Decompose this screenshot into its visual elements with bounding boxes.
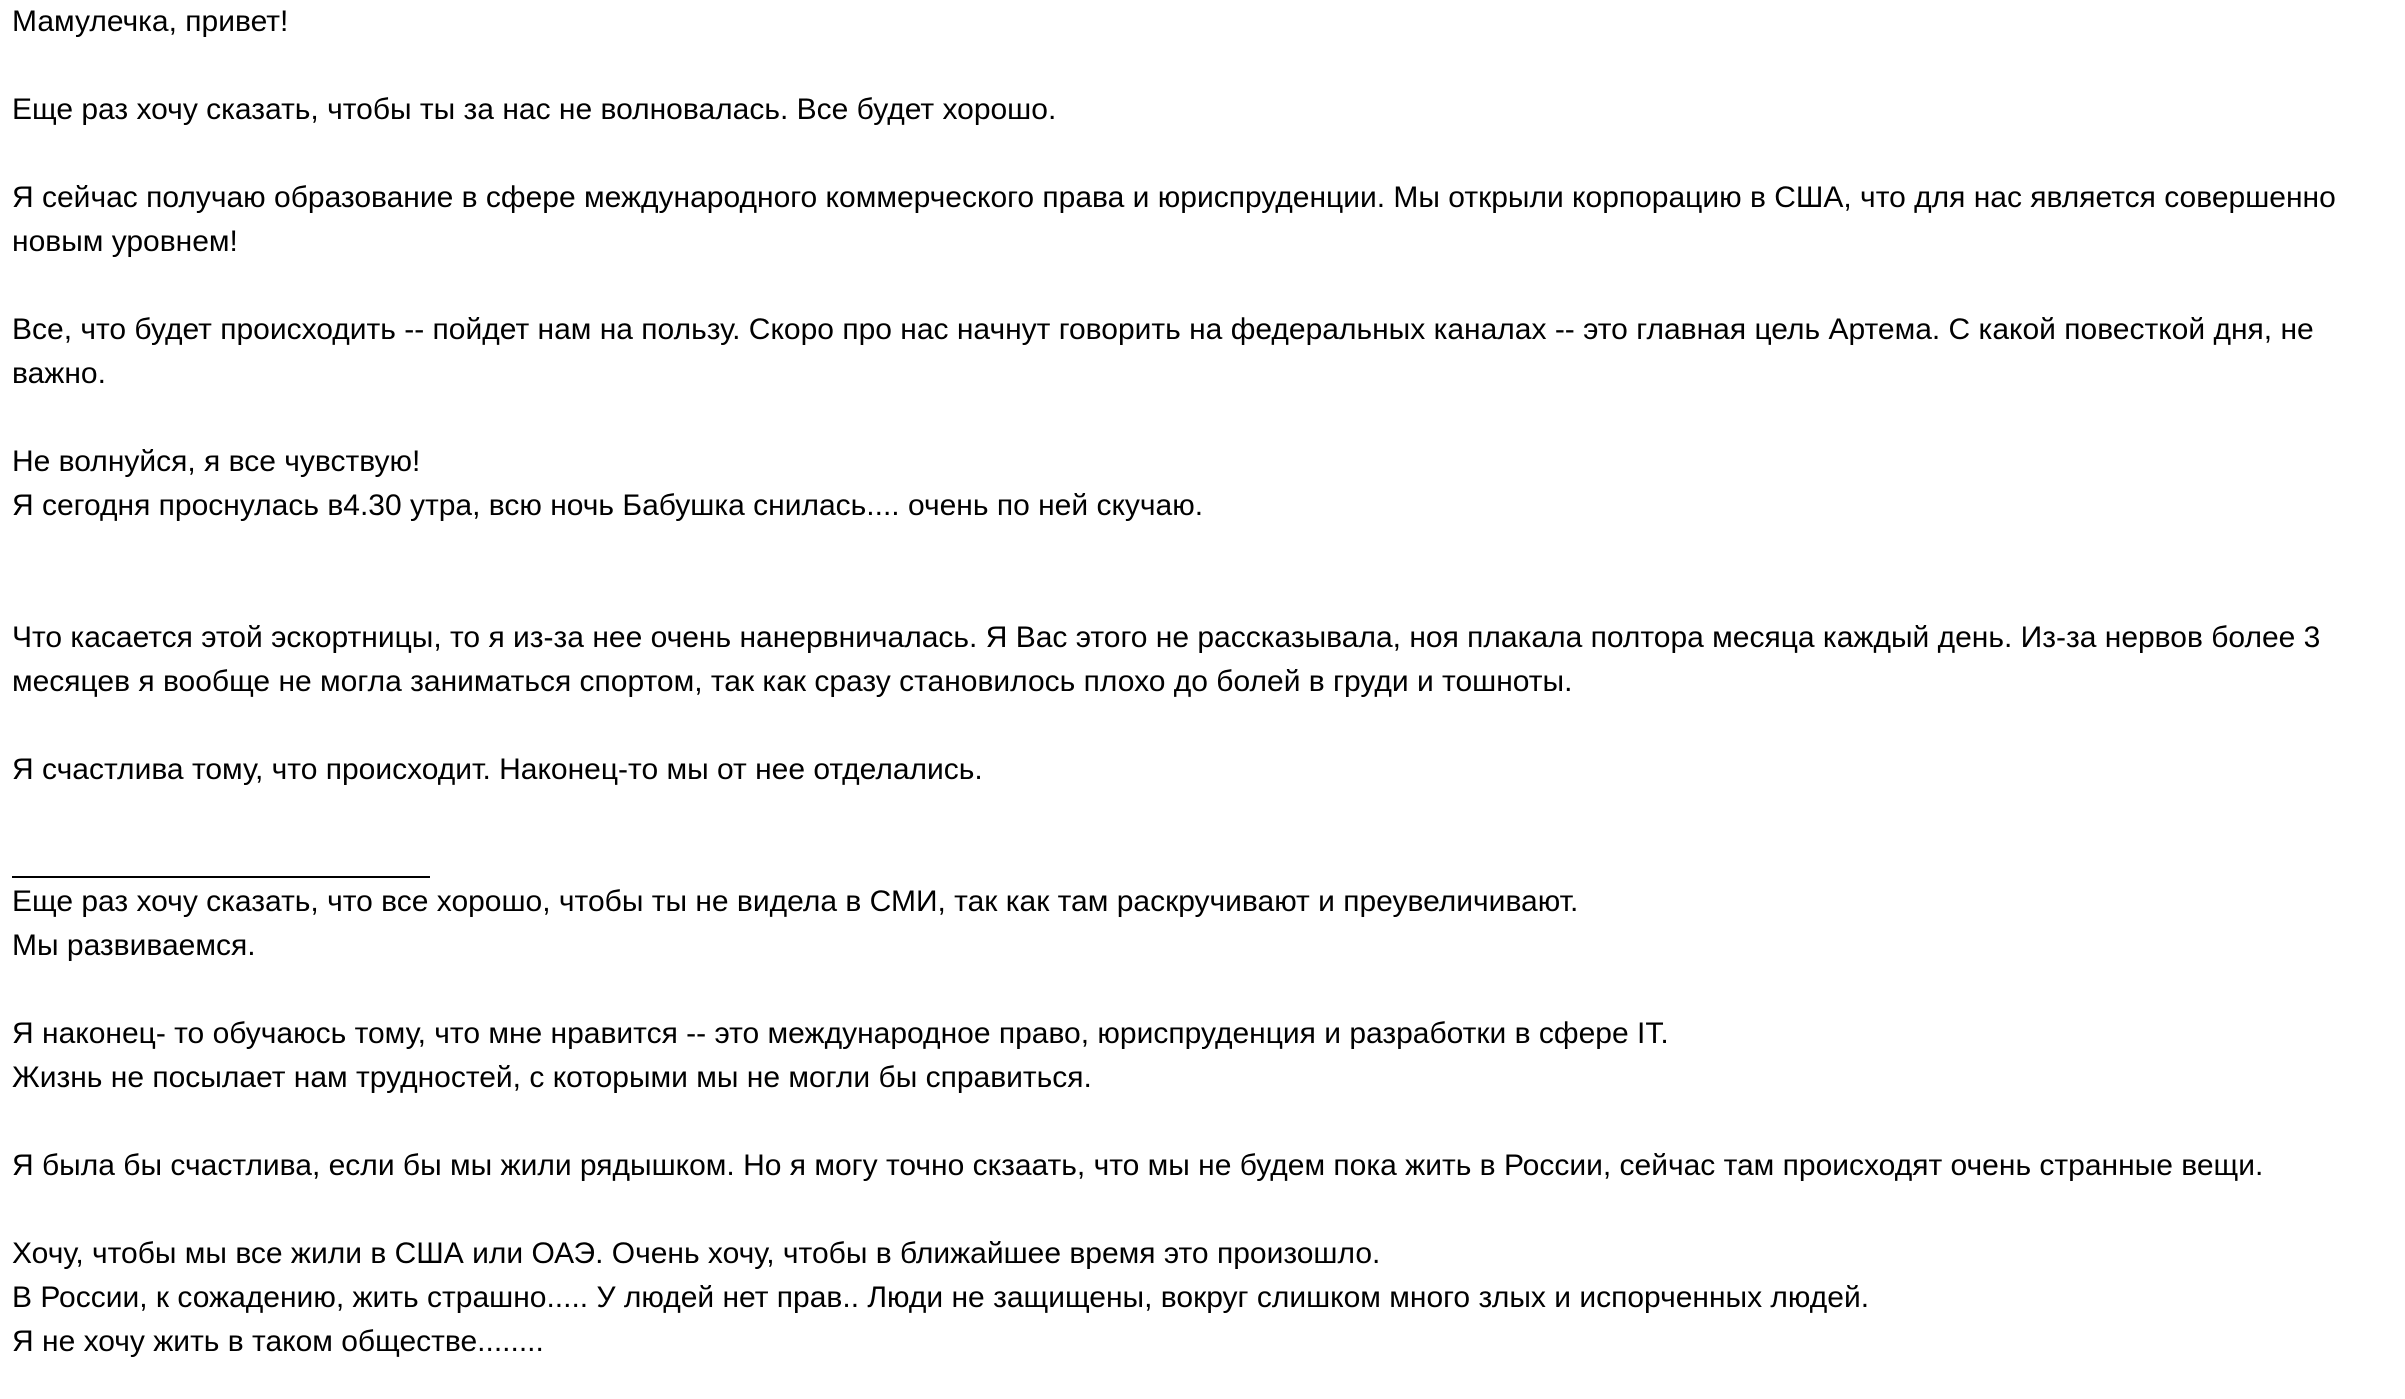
blank-line [12,132,2397,176]
paragraph-4-line-2: Я сегодня проснулась в4.30 утра, всю ночь Бабушка снилась.... очень по ней скучаю. [12,489,1204,522]
greeting: Мамулечка, привет! [12,5,289,38]
paragraph-2-line-2: новым уровнем! [12,225,238,258]
paragraph-3-line-1: Все, что будет происходить -- пойдет нам на пользу. Скоро про нас начнут говорить на федеральных каналах -- это главная цель Артема. С какой повесткой дня, не [12,313,2314,346]
paragraph-3-line-2: важно. [12,357,106,390]
paragraph-10-line-1: Хочу, чтобы мы все жили в США или ОАЭ. Очень хочу, чтобы в ближайшее время это произошло. [12,1237,1381,1270]
separator-line [12,836,430,878]
paragraph-5-line-1: Что касается этой эскортницы, то я из-за нее очень нанервничалась. Я Вас этого не рассказывала, ноя плакала полтора месяца каждый день. Из-за нервов более 3 [12,621,2321,654]
blank-line [12,792,2397,836]
blank-line [12,572,2397,616]
letter-document [12,0,2397,1364]
paragraph-8-line-2: Жизнь не посылает нам трудностей, с которыми мы не могли бы справиться. [12,1061,1092,1094]
paragraph-8-line-1: Я наконец- то обучаюсь тому, что мне нравится -- это международное право, юриспруденция и разработки в сфере IT. [12,1017,1669,1050]
blank-line [12,704,2397,748]
blank-line [12,396,2397,440]
blank-line [12,1100,2397,1144]
blank-line [12,968,2397,1012]
paragraph-10-line-3: Я не хочу жить в таком обществе........ [12,1325,544,1358]
blank-line [12,264,2397,308]
paragraph-9: Я была бы счастлива, если бы мы жили рядышком. Но я могу точно скзаать, что мы не будем пока жить в России, сейчас там происходят очень странные вещи. [12,1149,2264,1182]
blank-line [12,44,2397,88]
paragraph-4-line-1: Не волнуйся, я все чувствую! [12,445,421,478]
blank-line [12,528,2397,572]
paragraph-2-line-1: Я сейчас получаю образование в сфере международного коммерческого права и юриспруденции. Мы открыли корпорацию в США, что для нас является совершенно [12,181,2336,214]
paragraph-5-line-2: месяцев я вообще не могла заниматься спортом, так как сразу становилось плохо до болей в груди и тошноты. [12,665,1573,698]
paragraph-6: Я счастлива тому, что происходит. Наконец-то мы от нее отделались. [12,753,983,786]
blank-line [12,1188,2397,1232]
paragraph-7-line-1: Еще раз хочу сказать, что все хорошо, чтобы ты не видела в СМИ, так как там раскручивают и преувеличивают. [12,885,1579,918]
paragraph-7-line-2: Мы развиваемся. [12,929,256,962]
paragraph-10-line-2: В России, к сожадению, жить страшно..... У людей нет прав.. Люди не защищены, вокруг слишком много злых и испорченных людей. [12,1281,1870,1314]
paragraph-1: Еще раз хочу сказать, чтобы ты за нас не волновалась. Все будет хорошо. [12,93,1057,126]
